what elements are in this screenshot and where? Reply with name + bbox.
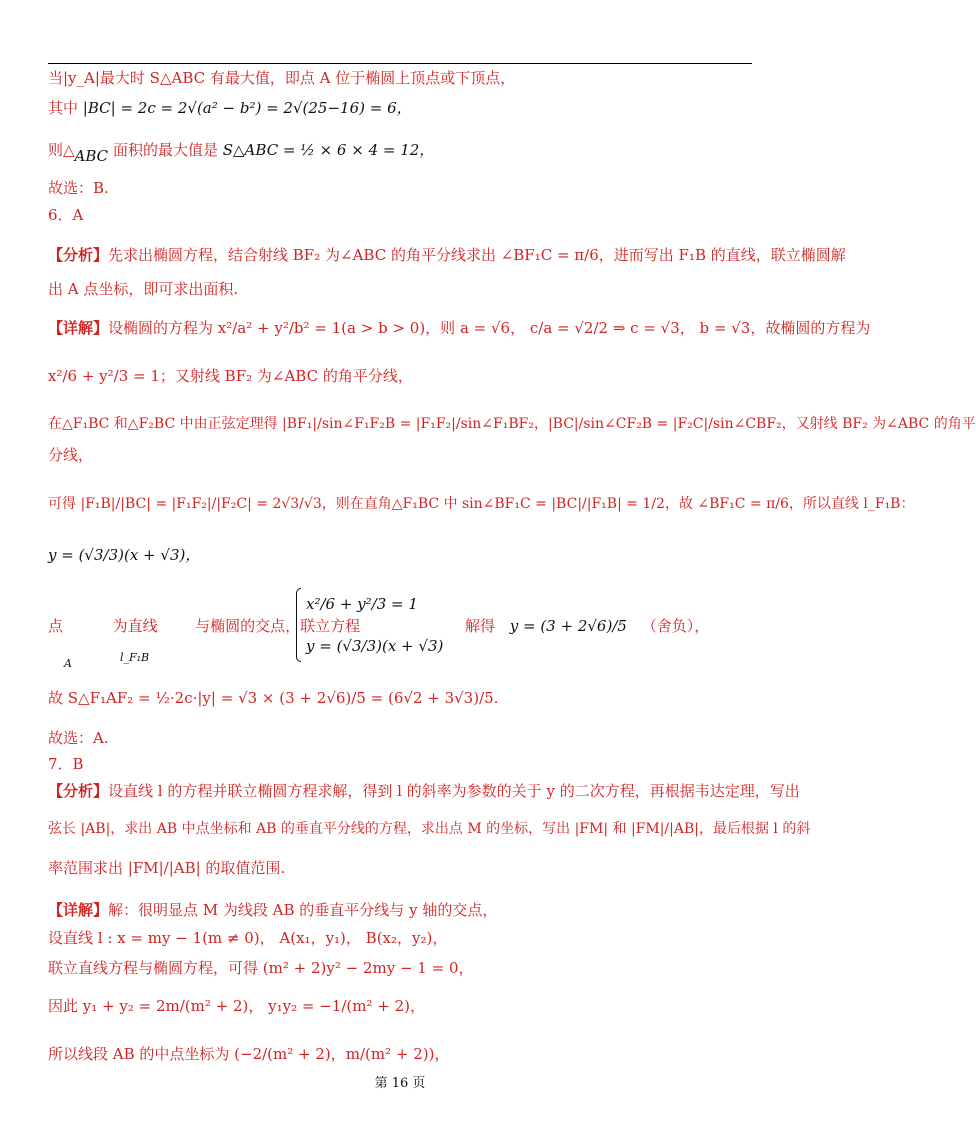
formula: S△ABC = ½ × 6 × 4 = 12，: [222, 141, 435, 159]
text: 点: [48, 617, 64, 635]
system-eq-1: [306, 594, 418, 614]
detail-7-line-1: [48, 900, 497, 920]
text: 设椭圆的方程为 x²/a² + y²/b² = 1(a > b > 0)，则 a = √6， c/a = √2/2 ⇒ c = √3， b = √3，故椭圆的方程为: [108, 319, 871, 337]
text: 7．B: [48, 755, 84, 773]
detail-7-line-3: [48, 958, 474, 978]
text: 率范围求出 |FM|/|AB| 的取值范围.: [48, 859, 286, 877]
detail-6-line-1: [48, 318, 870, 338]
system-eq-2: [306, 636, 443, 656]
analysis-6-line-1: [48, 245, 846, 265]
detail-6-line-3: [48, 413, 976, 434]
detail-6-line-9: [48, 728, 109, 748]
analysis-7-line-1: [48, 781, 800, 801]
detail-6-line-8: [48, 688, 498, 708]
text: 联立直线方程与椭圆方程，可得 (m² + 2)y² − 2my − 1 = 0，: [48, 959, 474, 977]
text: 则△: [48, 141, 75, 159]
section-label: 【分析】: [48, 782, 109, 800]
text: 弦长 |AB|，求出 AB 中点坐标和 AB 的垂直平分线的方程，求出点 M 的坐标，写出 |FM| 和 |FM|/|AB|，最后根据 l 的斜: [48, 821, 811, 837]
formula: |BC| = 2c = 2√(a² − b²) = 2√(25−16) = 6，: [82, 99, 412, 117]
detail-6-line-6: [48, 545, 200, 565]
text: 故 S△F₁AF₂ = ½·2c·|y| = √3 × (3 + 2√6)/5 = (6√2 + 3√3)/5.: [48, 689, 499, 707]
text: 故选：A.: [48, 729, 109, 747]
text-line-3: [48, 140, 435, 165]
text: 解：很明显点 M 为线段 AB 的垂直平分线与 y 轴的交点，: [108, 901, 498, 919]
text: 在△F₁BC 和△F₂BC 中由正弦定理得 |BF₁|/sin∠F₁F₂B = |F₁F₂|/sin∠F₁BF₂，|BC|/sin∠CF₂B = |F₂C|/sin∠CBF₂，又射线 BF₂ 为∠ABC 的角平: [48, 416, 976, 432]
text: 所以线段 AB 的中点坐标为 (−2/(m² + 2)，m/(m² + 2))，: [48, 1045, 450, 1063]
detail-6-line-2: [48, 366, 413, 386]
text: 面积的最大值是: [112, 141, 218, 159]
detail-6-line-5: [48, 493, 914, 514]
system-brace: [296, 588, 301, 662]
point-a-label: [64, 654, 72, 674]
line-fb-label: [120, 648, 149, 668]
detail-6-line-7: [48, 616, 709, 636]
text: （舍负），: [641, 617, 710, 635]
formula: y = (√3/3)(x + √3): [306, 637, 444, 655]
text: 分线，: [48, 446, 94, 464]
page-number: 第 16 页: [374, 1076, 426, 1091]
text: 可得 |F₁B|/|BC| = |F₁F₂|/|F₂C| = 2√3/√3，则在直角△F₁BC 中 sin∠BF₁C = |BC|/|F₁B| = 1/2，故 ∠BF₁C = π/6，所以直线 l_F₁B：: [48, 496, 915, 512]
text-line-2: [48, 98, 412, 118]
text: 设直线 l 的方程并联立椭圆方程求解，得到 l 的斜率为参数的关于 y 的二次方程，再根据韦达定理，写出: [108, 782, 800, 800]
header-rule: [48, 63, 752, 64]
detail-7-line-2: [48, 928, 447, 948]
formula: y = (√3/3)(x + √3)，: [48, 546, 201, 564]
detail-7-line-5: [48, 1044, 450, 1064]
section-label: 【详解】: [48, 901, 109, 919]
section-label: 【分析】: [48, 246, 109, 264]
detail-6-line-4: [48, 445, 93, 465]
text: 与椭圆的交点，联立方程: [195, 617, 361, 635]
text-line-4: [48, 178, 109, 198]
analysis-7-line-2: [48, 818, 810, 839]
text-line-1: [48, 68, 515, 88]
analysis-6-line-2: [48, 279, 238, 299]
formula: x²/6 + y²/3 = 1: [306, 595, 418, 613]
question-7-answer: [48, 754, 84, 774]
formula: ABC: [74, 147, 109, 165]
analysis-7-line-3: [48, 858, 285, 878]
text: 为直线: [112, 617, 158, 635]
text: 6．A: [48, 206, 84, 224]
question-6-answer: [48, 205, 83, 225]
text: 先求出椭圆方程，结合射线 BF₂ 为∠ABC 的角平分线求出 ∠BF₁C = π/6，进而写出 F₁B 的直线，联立椭圆解: [108, 246, 846, 264]
formula: A: [64, 657, 72, 670]
text: 解得: [464, 617, 495, 635]
text: 设直线 l : x = my − 1(m ≠ 0)， A(x₁，y₁)， B(x₂，y₂)，: [48, 929, 448, 947]
text: x²/6 + y²/3 = 1；又射线 BF₂ 为∠ABC 的角平分线，: [48, 367, 413, 385]
text: 其中: [48, 99, 79, 117]
formula: l_F₁B: [120, 651, 150, 664]
section-label: 【详解】: [48, 319, 109, 337]
detail-7-line-4: [48, 996, 425, 1016]
text: 故选：B.: [48, 179, 109, 197]
text: 因此 y₁ + y₂ = 2m/(m² + 2)， y₁y₂ = −1/(m² + 2)，: [48, 997, 425, 1015]
text: 当|y_A|最大时 S△ABC 有最大值，即点 A 位于椭圆上顶点或下顶点，: [48, 69, 516, 87]
formula: y = (3 + 2√6)/5: [509, 617, 627, 635]
text: 出 A 点坐标，即可求出面积.: [48, 280, 239, 298]
